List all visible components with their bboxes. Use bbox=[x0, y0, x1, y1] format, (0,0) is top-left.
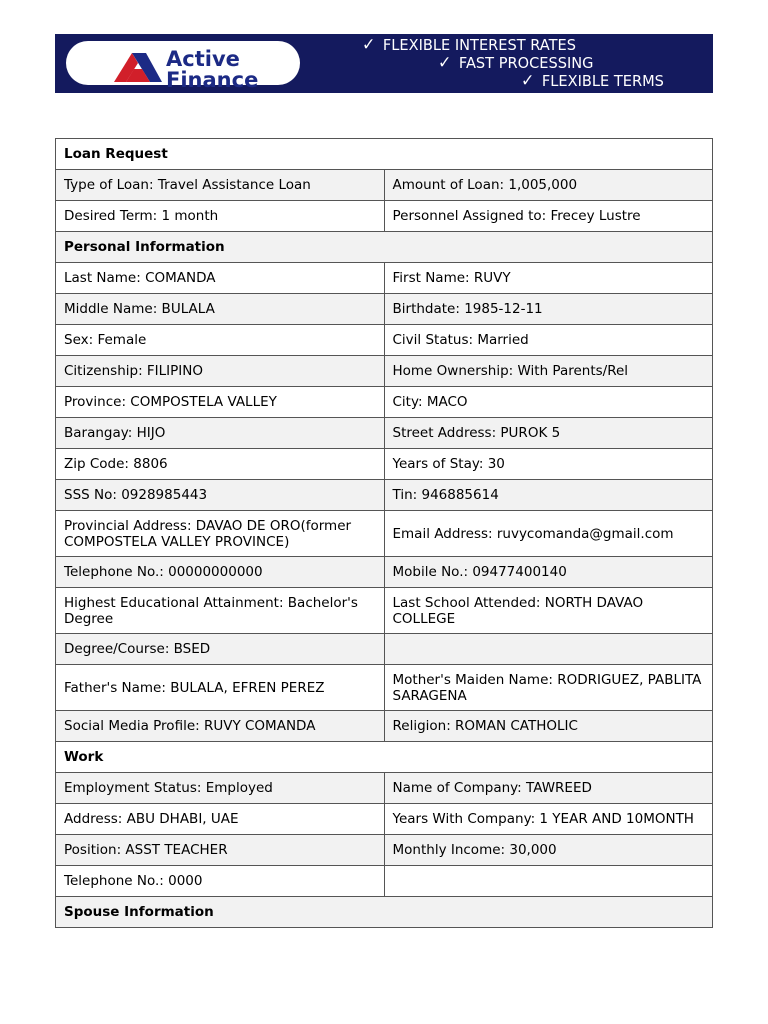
logo-text-finance: Finance bbox=[166, 68, 259, 92]
social-media-profile: Social Media Profile: RUVY COMANDA bbox=[56, 711, 385, 742]
table-row bbox=[56, 356, 713, 387]
section-spouse-information: Spouse Information bbox=[56, 897, 713, 928]
sss-number: SSS No: 0928985443 bbox=[56, 480, 385, 511]
loan-term: Desired Term: 1 month bbox=[56, 201, 385, 232]
loan-type: Type of Loan: Travel Assistance Loan bbox=[56, 170, 385, 201]
table-row bbox=[56, 588, 713, 634]
header-banner bbox=[55, 34, 713, 93]
table-row bbox=[56, 449, 713, 480]
citizenship: Citizenship: FILIPINO bbox=[56, 356, 385, 387]
table-row bbox=[56, 866, 713, 897]
table-row bbox=[56, 835, 713, 866]
last-school-attended: Last School Attended: NORTH DAVAO COLLEGE bbox=[384, 588, 713, 634]
middle-name: Middle Name: BULALA bbox=[56, 294, 385, 325]
work-address: Address: ABU DHABI, UAE bbox=[56, 804, 385, 835]
table-row bbox=[56, 294, 713, 325]
educational-attainment: Highest Educational Attainment: Bachelor's Degree bbox=[56, 588, 385, 634]
mobile-number: Mobile No.: 09477400140 bbox=[384, 557, 713, 588]
work-telephone: Telephone No.: 0000 bbox=[56, 866, 385, 897]
years-with-company: Years With Company: 1 YEAR AND 10MONTH bbox=[384, 804, 713, 835]
loan-amount: Amount of Loan: 1,005,000 bbox=[384, 170, 713, 201]
section-work: Work bbox=[56, 742, 713, 773]
tagline-flexible-interest: ✓ FLEXIBLE INTEREST RATES bbox=[362, 35, 576, 55]
tin-number: Tin: 946885614 bbox=[384, 480, 713, 511]
mothers-maiden-name: Mother's Maiden Name: RODRIGUEZ, PABLITA SARAGENA bbox=[384, 665, 713, 711]
employment-status: Employment Status: Employed bbox=[56, 773, 385, 804]
table-row bbox=[56, 170, 713, 201]
religion: Religion: ROMAN CATHOLIC bbox=[384, 711, 713, 742]
table-row bbox=[56, 511, 713, 557]
position: Position: ASST TEACHER bbox=[56, 835, 385, 866]
table-row bbox=[56, 711, 713, 742]
check-icon: ✓ bbox=[438, 53, 452, 73]
table-row bbox=[56, 387, 713, 418]
tagline-flexible-terms: ✓ FLEXIBLE TERMS bbox=[521, 71, 664, 91]
sex: Sex: Female bbox=[56, 325, 385, 356]
personnel-assigned: Personnel Assigned to: Frecey Lustre bbox=[384, 201, 713, 232]
table-row bbox=[56, 804, 713, 835]
provincial-address: Provincial Address: DAVAO DE ORO(former COMPOSTELA VALLEY PROVINCE) bbox=[56, 511, 385, 557]
province: Province: COMPOSTELA VALLEY bbox=[56, 387, 385, 418]
monthly-income: Monthly Income: 30,000 bbox=[384, 835, 713, 866]
tagline-fast-processing: ✓ FAST PROCESSING bbox=[438, 53, 594, 73]
table-row bbox=[56, 773, 713, 804]
logo-triangle-icon bbox=[112, 49, 164, 83]
birthdate: Birthdate: 1985-12-11 bbox=[384, 294, 713, 325]
years-of-stay: Years of Stay: 30 bbox=[384, 449, 713, 480]
section-row bbox=[56, 139, 713, 170]
last-name: Last Name: COMANDA bbox=[56, 263, 385, 294]
table-row bbox=[56, 201, 713, 232]
table-row bbox=[56, 480, 713, 511]
section-loan-request: Loan Request bbox=[56, 139, 713, 170]
company-name: Name of Company: TAWREED bbox=[384, 773, 713, 804]
city: City: MACO bbox=[384, 387, 713, 418]
table-row bbox=[56, 557, 713, 588]
home-ownership: Home Ownership: With Parents/Rel bbox=[384, 356, 713, 387]
table-row bbox=[56, 325, 713, 356]
loan-application-table bbox=[55, 138, 713, 928]
table-row bbox=[56, 263, 713, 294]
first-name: First Name: RUVY bbox=[384, 263, 713, 294]
section-personal-information: Personal Information bbox=[56, 232, 713, 263]
fathers-name: Father's Name: BULALA, EFREN PEREZ bbox=[56, 665, 385, 711]
telephone-number: Telephone No.: 00000000000 bbox=[56, 557, 385, 588]
logo-text-active: Active bbox=[166, 47, 240, 71]
section-row bbox=[56, 742, 713, 773]
check-icon: ✓ bbox=[521, 71, 535, 91]
logo bbox=[66, 41, 300, 92]
table-row bbox=[56, 418, 713, 449]
section-row bbox=[56, 897, 713, 928]
empty-cell bbox=[384, 866, 713, 897]
zip-code: Zip Code: 8806 bbox=[56, 449, 385, 480]
civil-status: Civil Status: Married bbox=[384, 325, 713, 356]
degree-course: Degree/Course: BSED bbox=[56, 634, 385, 665]
check-icon: ✓ bbox=[362, 35, 376, 55]
empty-cell bbox=[384, 634, 713, 665]
table-row bbox=[56, 634, 713, 665]
email-address: Email Address: ruvycomanda@gmail.com bbox=[384, 511, 713, 557]
street-address: Street Address: PUROK 5 bbox=[384, 418, 713, 449]
table-row bbox=[56, 665, 713, 711]
section-row bbox=[56, 232, 713, 263]
barangay: Barangay: HIJO bbox=[56, 418, 385, 449]
